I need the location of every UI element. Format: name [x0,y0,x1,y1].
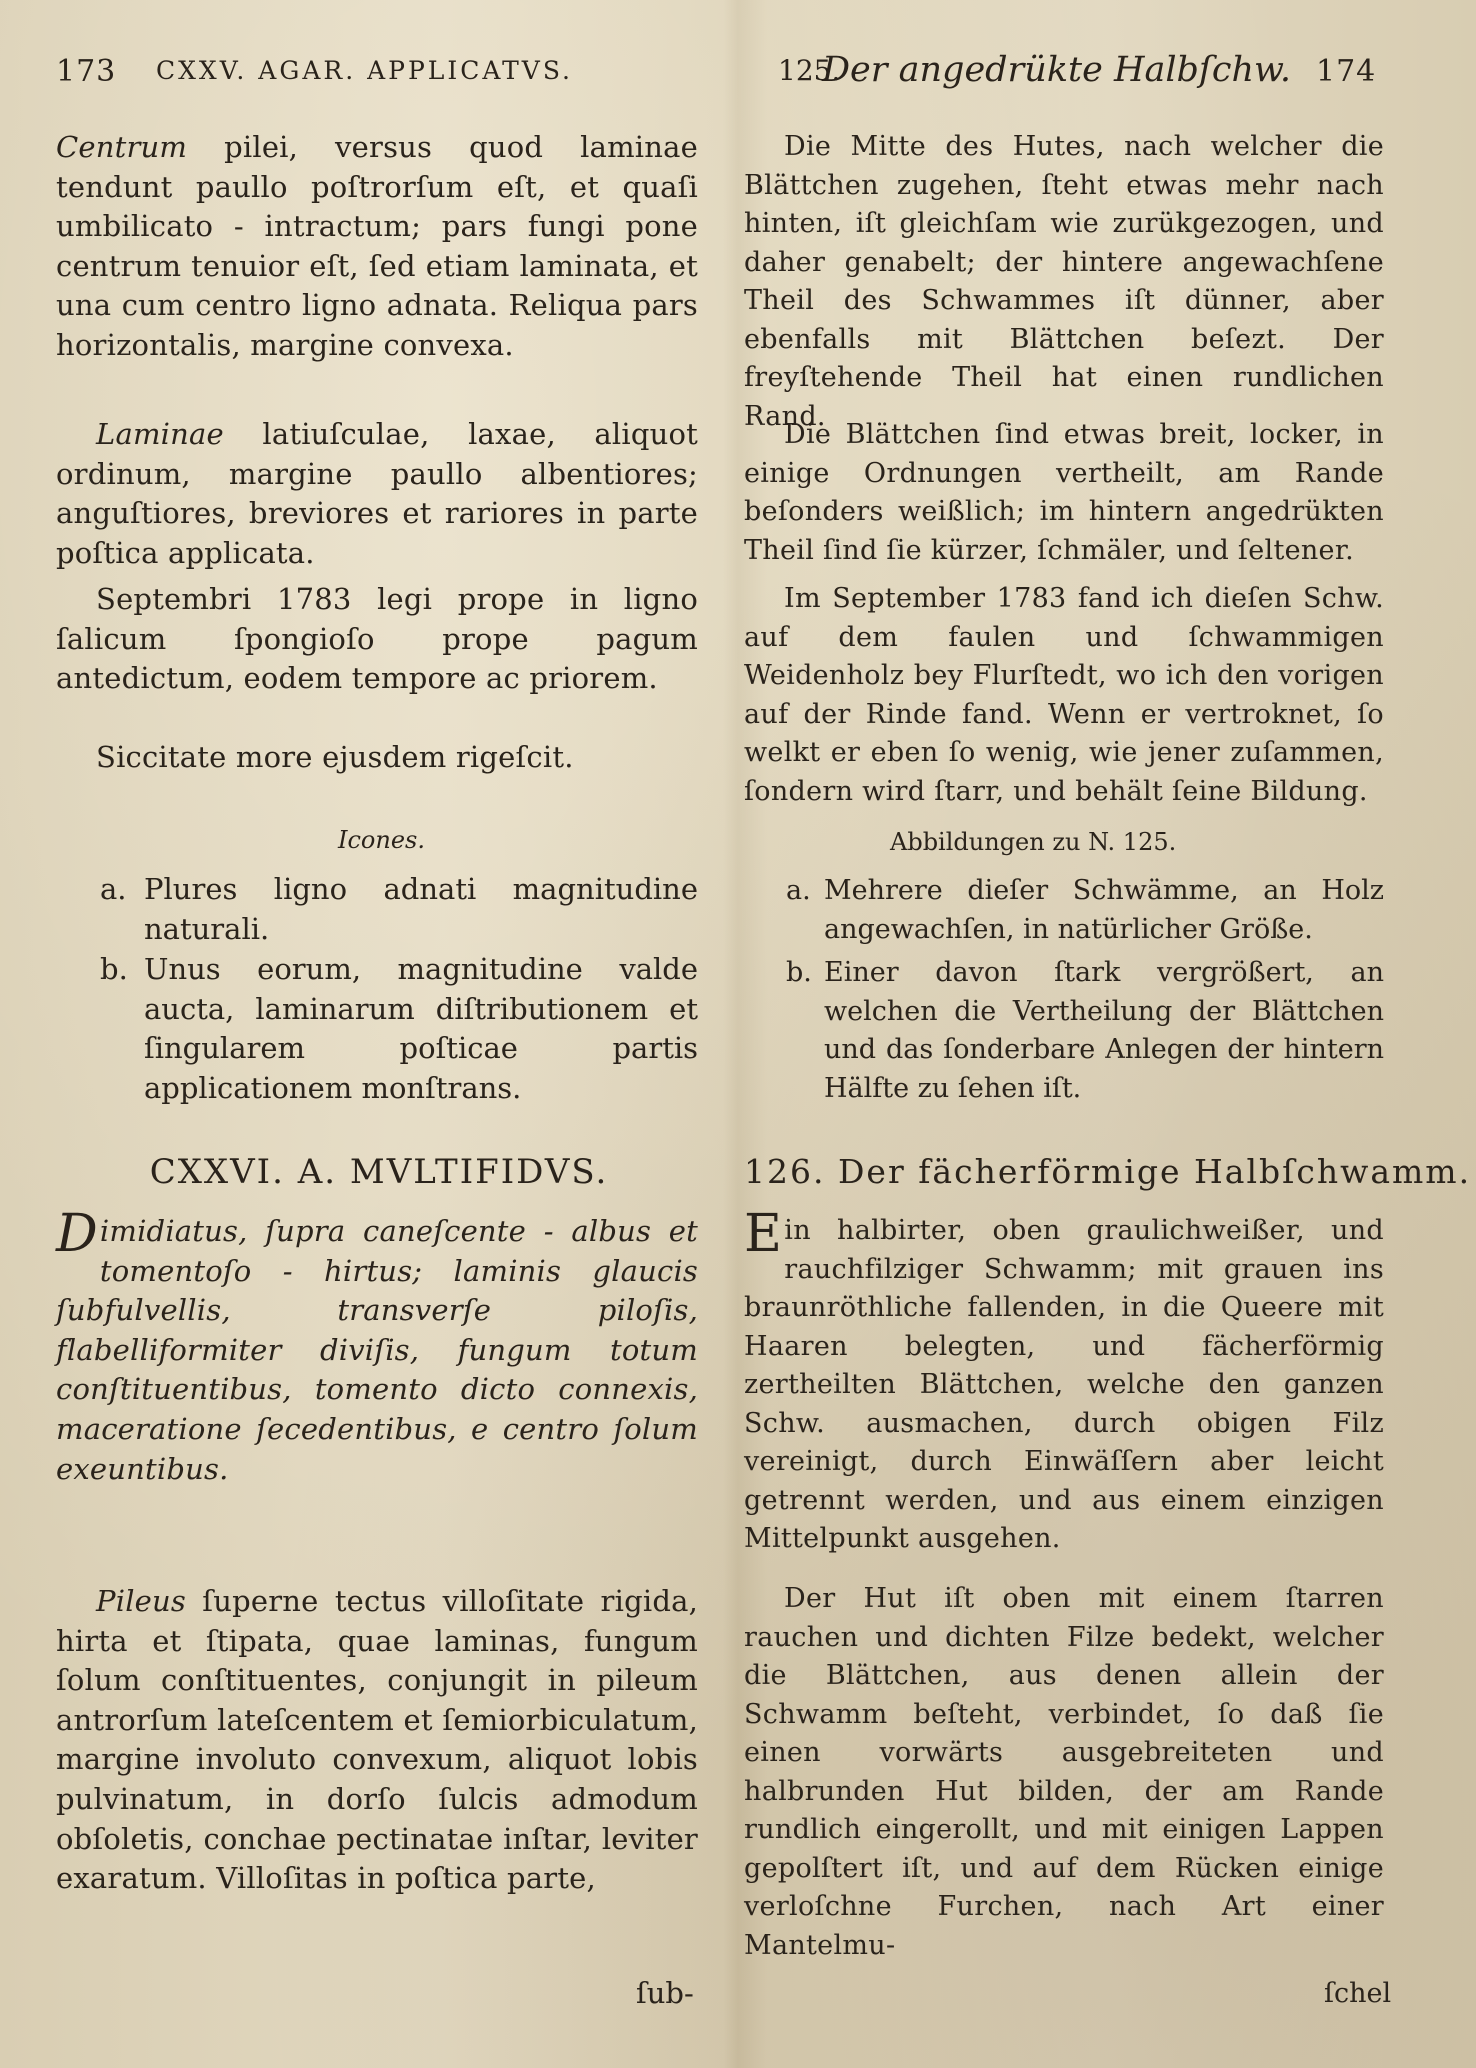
left-page-number: 173 [56,54,117,89]
drop-cap-d: D [56,1204,98,1264]
left-paragraph-pileus [56,1582,698,1899]
text-centrum: pilei, versus quod laminae tendunt paullo poſtrorſum eſt, et quaſi umbilicato - intractum; pars fungi pone centrum tenuior eſt, ſed etiam laminata, et una cum centro ligno adnata. Reliqua pars horizontalis, margine convexa. [56,130,698,362]
diagnosis-text: imidiatus, ſupra caneſcente - albus et tomentoſo - hirtus; laminis glaucis ſubfulvellis, transverſe piloſis, flabelliformiter diviſis, fungum totum conſtituentibus, tomento dicto connexis, maceratione ſecedentibus, e centro ſolum exeuntibus. [56,1214,698,1486]
icones-text-b: Unus eorum, magnitudine valde aucta, laminarum diſtributionem et ſingularem poſticae partis applicationem monſtrans. [144,952,698,1105]
diagnosis-faecherfoermig [744,1204,1384,1559]
illustration-item-b [744,954,1384,1114]
icones-text-a: Plures ligno adnati magnitudine naturali. [144,872,698,946]
illustration-label-b: b. [786,957,812,988]
term-laminae: Laminae [96,417,224,451]
illustration-text-b: Einer davon ſtark vergrößert, an welchen die Vertheilung der Blättchen und das ſonderbare Anlegen der hintern Hälfte zu ſehen iſt. [824,957,1384,1104]
left-paragraph-septembri: Septembri 1783 legi prope in ligno ſalicum ſpongioſo prope pagum antedictum, eodem tempore ac priorem. [56,582,698,696]
left-running-title: CXXV. AGAR. APPLICATVS. [156,56,573,85]
right-header-number: 125. [778,54,841,87]
term-pileus: Pileus [96,1584,186,1618]
icones-label-b: b. [100,952,128,986]
icones-label-a: a. [100,872,127,906]
icones-heading: Icones. [338,826,425,854]
illustrations-heading: Abbildungen zu N. 125. [890,828,1177,856]
right-running-title: Der angedrükte Halbſchw. [822,50,1291,90]
section-title-cxxvi: CXXVI. A. MVLTIFIDVS. [149,1152,609,1192]
illustration-label-a: a. [786,875,811,906]
text-pileus: ſuperne tectus villoſitate rigida, hirta et ſtipata, quae laminas, fungum ſolum conſtituentes, conjungit in pileum antrorſum lateſcentem et ſemiorbiculatum, margine involuto convexum, aliquot lobis pulvinatum, in dorſo ſulcis admodum obſoletis, conchae pectinatae inſtar, leviter exaratum. Villoſitas in poſtica parte, [56,1584,698,1896]
left-paragraph-centrum [56,128,698,366]
drop-cap-e: E [744,1204,783,1264]
left-paragraph-siccitate: Siccitate more ejusdem rigeſcit. [96,740,574,774]
right-paragraph-september: Im September 1783 fand ich dieſen Schw. auf dem faulen und ſchwammigen Weidenholz bey Flurſtedt, wo ich den vorigen auf der Rinde fand. Wenn er vertroknet, ſo welkt er eben ſo wenig, wie jener zuſammen, ſondern wird ſtarr, und behält ſeine Bildung. [744,583,1384,807]
left-catchword: ſub- [636,1976,694,2010]
term-centrum: Centrum [56,130,188,164]
right-paragraph-blaettchen: Die Blättchen ſind etwas breit, locker, in einige Ordnungen vertheilt, am Rande beſonders weißlich; im hintern angedrükten Theil ſind ſie kürzer, ſchmäler, und ſeltener. [744,419,1384,566]
illustration-item-a [744,872,1384,952]
diagnosis-multifidus [56,1204,698,1489]
illustration-text-a: Mehrere dieſer Schwämme, an Holz angewachſen, in natürlicher Größe. [824,875,1384,945]
diagnosis-german-text: in halbirter, oben graulichweißer, und rauchfilziger Schwamm; mit grauen ins braunröthliche fallenden, in die Queere mit Haaren belegten, und fächerförmig zertheilten Blättchen, welche den ganzen Schw. ausmachen, durch obigen Filz vereinigt, durch Einwäſſern aber leicht getrennt werden, und aus einem einzigen Mittelpunkt ausgehen. [744,1215,1384,1554]
right-paragraph-hut: Der Hut iſt oben mit einem ſtarren rauchen und dichten Filze bedekt, welcher die Blättchen, aus denen allein der Schwamm beſteht, verbindet, ſo daß ſie einen vorwärts ausgebreiteten und halbrunden Hut bilden, der am Rande rundlich eingerollt, und mit einigen Lappen gepolſtert iſt, und auf dem Rücken einige verloſchne Furchen, nach Art einer Mantelmu- [744,1583,1384,1961]
text-laminae: latiuſculae, laxae, aliquot ordinum, margine paullo albentiores; anguſtiores, breviores et rariores in parte poſtica applicata. [56,417,698,570]
right-paragraph-mitte: Die Mitte des Hutes, nach welcher die Blättchen zugehen, ſteht etwas mehr nach hinten, iſt gleichſam wie zurükgezogen, und daher genabelt; der hintere angewachſene Theil des Schwammes iſt dünner, aber ebenfalls mit Blättchen beſezt. Der freyſtehende Theil hat einen rundlichen Rand. [744,131,1384,432]
right-page-header [744,50,1384,96]
right-catchword: ſchel [1324,1978,1392,2009]
right-page-number: 174 [1316,54,1377,89]
left-paragraph-laminae [56,415,698,573]
left-page-header [56,54,702,96]
section-title-126: 126. Der fächerförmige Halbſchwamm. [744,1152,1472,1191]
icones-item-a [56,870,702,950]
icones-item-b [56,950,702,1110]
